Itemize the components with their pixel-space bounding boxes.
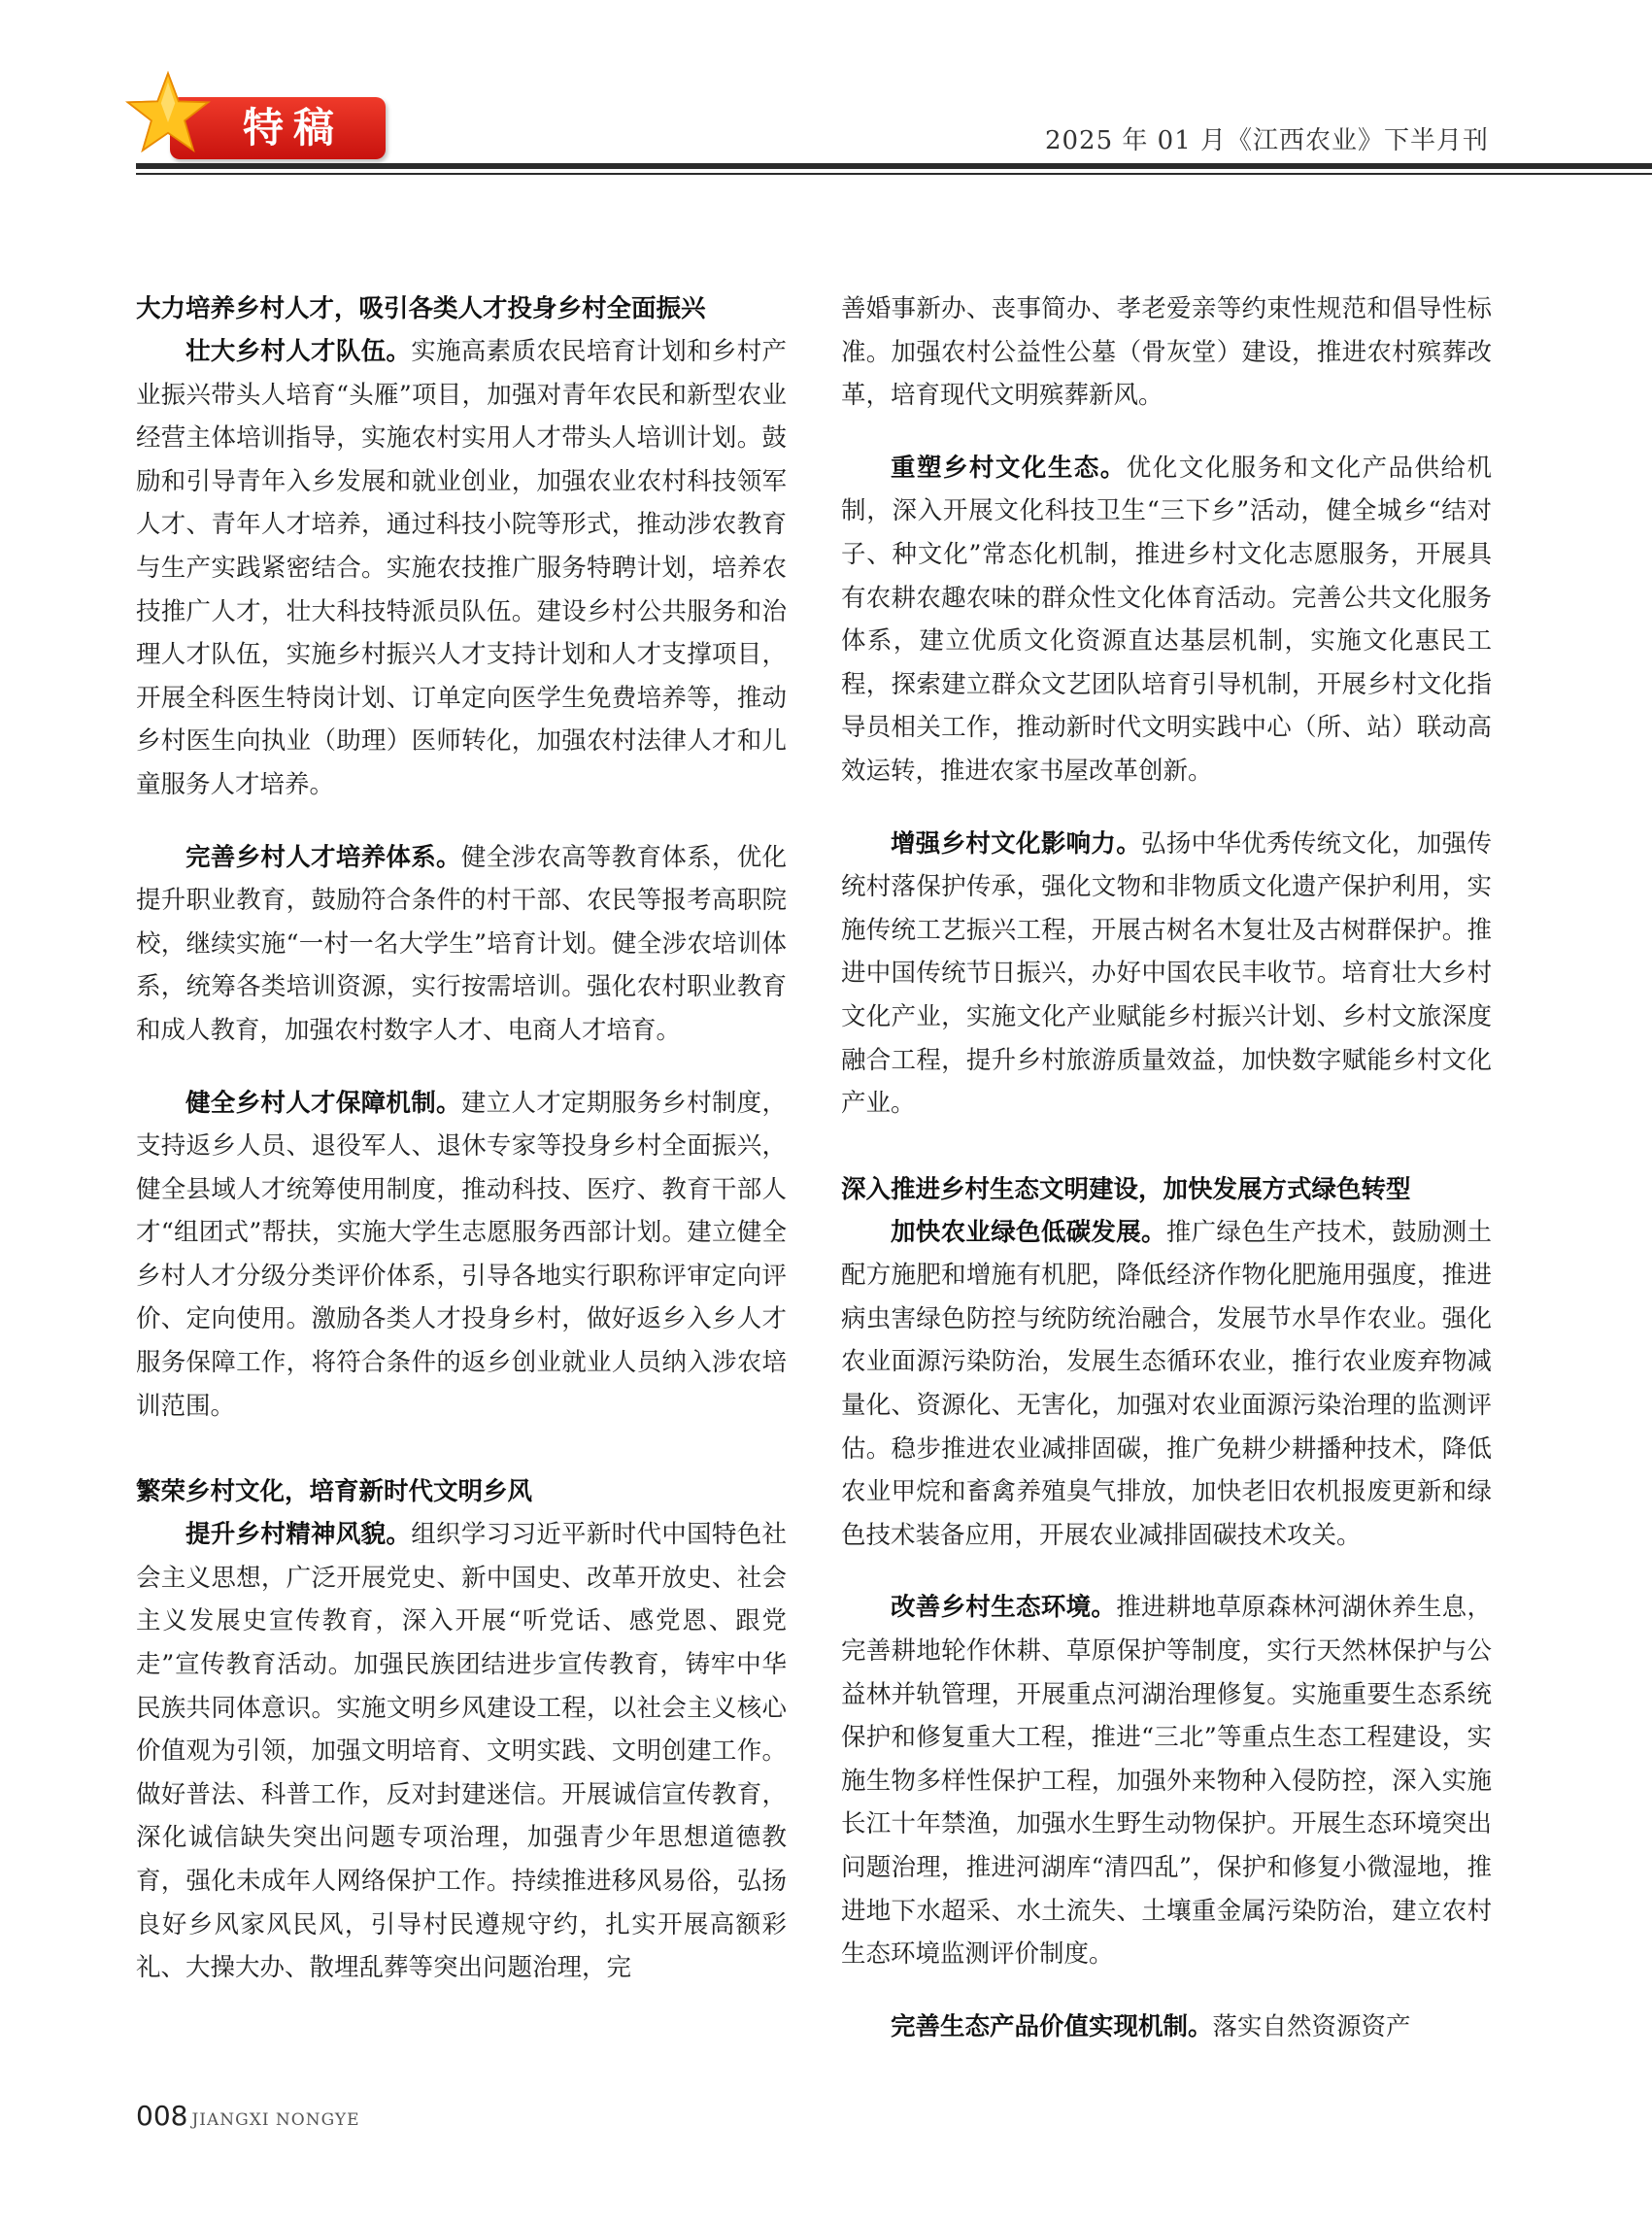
paragraph-continued: 善婚事新办、丧事简办、孝老爱亲等约束性规范和倡导性标准。加强农村公益性公墓（骨灰堂）建设，推进农村殡葬改革，培育现代文明殡葬新风。 <box>841 294 1492 411</box>
paragraph-lead: 壮大乡村人才队伍。 <box>185 337 412 366</box>
paragraph-body: 推进耕地草原森林河湖休养生息，完善耕地轮作休耕、草原保护等制度，实行天然林保护与公益林并轨管理，开展重点河湖治理修复。实施重要生态系统保护和修复重大工程，推进“三北”等重点生态工程建设，实施生物多样性保护工程，加强外来物种入侵防控，深入实施长江十年禁渔，加强水生野生动物保护。开展生态环境突出问题治理，推进河湖库“清四乱”，保护和修复小微湿地，推进地下水超采、水土流失、土壤重金属污染防治，建立农村生态环境监测评价制度。 <box>841 1593 1492 1970</box>
paragraph-body: 组织学习习近平新时代中国特色社会主义思想，广泛开展党史、新中国史、改革开放史、社会主义发展史宣传教育，深入开展“听党话、感党恩、跟党走”宣传教育活动。加强民族团结进步宣传教育，铸牢中华民族共同体意识。实施文明乡风建设工程，以社会主义核心价值观为引领，加强文明培育、文明实践、文明创建工作。做好普法、科普工作，反对封建迷信。开展诚信宣传教育，深化诚信缺失突出问题专项治理，加强青少年思想道德教育，强化未成年人网络保护工作。持续推进移风易俗，弘扬良好乡风家风民风，引导村民遵规守约，扎实开展高额彩礼、大操大办、散埋乱葬等突出问题治理，完 <box>136 1520 787 1983</box>
paragraph-body: 弘扬中华优秀传统文化，加强传统村落保护传承，强化文物和非物质文化遗产保护利用，实施传统工艺振兴工程，开展古树名木复壮及古树群保护。推进中国传统节日振兴，办好中国农民丰收节。培育壮大乡村文化产业，实施文化产业赋能乡村振兴计划、乡村文旅深度融合工程，提升乡村旅游质量效益，加快数字赋能乡村文化产业。 <box>841 828 1492 1119</box>
paragraph <box>841 447 1492 793</box>
paragraph-lead: 健全乡村人才保障机制。 <box>185 1088 461 1118</box>
journal-name: JIANGXI NONGYE <box>191 2110 360 2130</box>
paragraph-lead: 提升乡村精神风貌。 <box>185 1520 412 1550</box>
paragraph-lead: 重塑乡村文化生态。 <box>891 453 1127 483</box>
paragraph-body: 实施高素质农民培育计划和乡村产业振兴带头人培育“头雁”项目，加强对青年农民和新型农业经营主体培训指导，实施农村实用人才带头人培训计划。鼓励和引导青年入乡发展和就业创业，加强农业农村科技领军人才、青年人才培养，通过科技小院等形式，推动涉农教育与生产实践紧密结合。实施农技推广服务特聘计划，培养农技推广人才，壮大科技特派员队伍。建设乡村公共服务和治理人才队伍，实施乡村振兴人才支持计划和人才支撑项目，开展全科医生特岗计划、订单定向医学生免费培养等，推动乡村医生向执业（助理）医师转化，加强农村法律人才和儿童服务人才培养。 <box>136 337 787 799</box>
page-number: 008 <box>136 2100 188 2132</box>
issue-info: 2025 年 01 月《江西农业》下半月刊 <box>1044 126 1489 155</box>
section-title: 大力培养乡村人才，吸引各类人才投身乡村全面振兴 <box>136 294 706 323</box>
paragraph-lead: 加快农业绿色低碳发展。 <box>891 1217 1166 1247</box>
paragraph-lead: 完善生态产品价值实现机制。 <box>891 2011 1213 2041</box>
paragraph <box>136 1513 787 1990</box>
left-column <box>136 287 787 1990</box>
paragraph-body: 建立人才定期服务乡村制度，支持返乡人员、退役军人、退休专家等投身乡村全面振兴，健全县域人才统筹使用制度，推动科技、医疗、教育干部人才“组团式”帮扶，实施大学生志愿服务西部计划。建立健全乡村人才分级分类评价体系，引导各地实行职称评审定向评价、定向使用。激励各类人才投身乡村，做好返乡入乡人才服务保障工作，将符合条件的返乡创业就业人员纳入涉农培训范围。 <box>136 1088 787 1421</box>
paragraph <box>136 330 787 807</box>
section-label: 特稿 <box>243 104 345 152</box>
paragraph-body: 推广绿色生产技术，鼓励测土配方施肥和增施有机肥，降低经济作物化肥施用强度，推进病虫害绿色防控与统防统治融合，发展节水旱作农业。强化农业面源污染防治，发展生态循环农业，推行农业废弃物减量化、资源化、无害化，加强对农业面源污染治理的监测评估。稳步推进农业减排固碳，推广免耕少耕播种技术，降低农业甲烷和畜禽养殖臭气排放，加快老旧农机报废更新和绿色技术装备应用，开展农业减排固碳技术攻关。 <box>841 1217 1492 1550</box>
paragraph <box>841 2006 1492 2049</box>
paragraph <box>136 836 787 1053</box>
paragraph-lead: 改善乡村生态环境。 <box>891 1593 1117 1623</box>
header-rule <box>136 163 1652 169</box>
paragraph-body: 落实自然资源资产 <box>1212 2011 1411 2041</box>
paragraph-body: 优化文化服务和文化产品供给机制，深入开展文化科技卫生“三下乡”活动，健全城乡“结对子、种文化”常态化机制，推进乡村文化志愿服务，开展具有农耕农趣农味的群众性文化体育活动。完善公共文化服务体系，建立优质文化资源直达基层机制，实施文化惠民工程，探索建立群众文艺团队培育引导机制，开展乡村文化指导员相关工作，推动新时代文明实践中心（所、站）联动高效运转，推进农家书屋改革创新。 <box>841 453 1492 786</box>
right-column <box>841 287 1492 2048</box>
paragraph-body: 健全涉农高等教育体系，优化提升职业教育，鼓励符合条件的村干部、农民等报考高职院校，继续实施“一村一名大学生”培育计划。健全涉农培训体系，统筹各类培训资源，实行按需培训。强化农村职业教育和成人教育，加强农村数字人才、电商人才培育。 <box>136 842 787 1045</box>
page-header <box>0 0 1652 175</box>
header-rule-thin <box>136 173 1652 175</box>
section-title: 繁荣乡村文化，培育新时代文明乡风 <box>136 1477 533 1507</box>
paragraph-lead: 完善乡村人才培养体系。 <box>185 842 461 872</box>
page-footer <box>136 2100 360 2139</box>
section-title: 深入推进乡村生态文明建设，加快发展方式绿色转型 <box>841 1174 1411 1204</box>
star-icon-overlay <box>124 70 212 157</box>
paragraph <box>841 1586 1492 1975</box>
paragraph <box>136 1082 787 1429</box>
paragraph <box>841 823 1492 1126</box>
paragraph-lead: 增强乡村文化影响力。 <box>891 828 1142 859</box>
paragraph <box>841 1211 1492 1558</box>
